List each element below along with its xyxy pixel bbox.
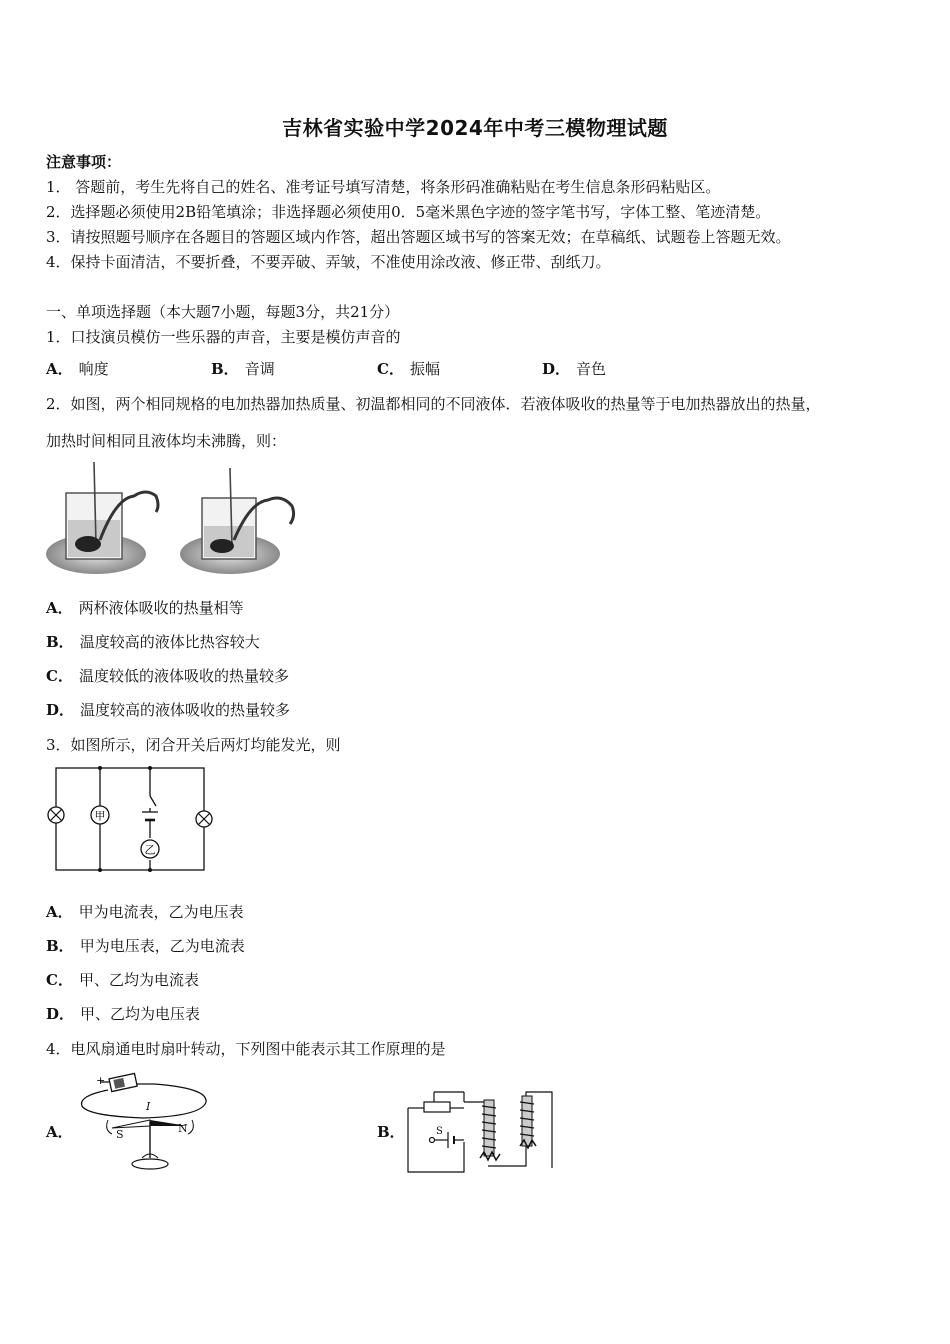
q2-option-b-text: 温度较高的液体比热容较大: [79, 633, 260, 651]
q2-stem-line1: 2．如图，两个相同规格的电加热器加热质量、初温都相同的不同液体．若液体吸收的热量等于电加热器放出的热量，: [46, 395, 821, 413]
q3-option-c[interactable]: [46, 970, 199, 990]
q1-option-a[interactable]: [46, 359, 109, 379]
q2-option-b[interactable]: [46, 632, 260, 652]
electromagnet-figure: [404, 1082, 560, 1174]
q1-option-c-label: C．: [377, 360, 404, 378]
q3-option-a-text: 甲为电流表，乙为电压表: [78, 903, 244, 921]
junction-dot: [98, 868, 102, 872]
q3-option-c-text: 甲、乙均为电流表: [78, 971, 199, 989]
q3-option-b-label: B．: [46, 937, 74, 955]
q2-option-a-label: A．: [46, 599, 73, 617]
q4-stem: 4．电风扇通电时扇叶转动，下列图中能表示其工作原理的是: [46, 1040, 446, 1058]
circuit-diagram: [44, 762, 216, 874]
q2-option-d-label: D．: [46, 701, 75, 719]
junction-dot: [148, 868, 152, 872]
notice-heading: 注意事项：: [46, 153, 122, 171]
q1-option-b[interactable]: [211, 359, 275, 379]
q1-option-d-label: D．: [542, 360, 571, 378]
q3-option-a[interactable]: [46, 902, 244, 922]
rotation-arrow: [107, 1120, 112, 1134]
q1-stem: 1．口技演员模仿一些乐器的声音，主要是模仿声音的: [46, 328, 401, 346]
meter-yi: [141, 840, 159, 858]
q1-option-b-label: B．: [211, 360, 239, 378]
q4-fig-b-label[interactable]: B．: [377, 1123, 405, 1141]
q3-option-d[interactable]: [46, 1004, 200, 1024]
rotation-arrow: [188, 1120, 193, 1134]
q1-option-d-text: 音色: [576, 360, 607, 378]
page-title: 吉林省实验中学2024年中考三模物理试题: [282, 116, 668, 140]
q2-option-c-label: C．: [46, 667, 73, 685]
notice-item-3: 3．请按照题号顺序在各题目的答题区域内作答，超出答题区域书写的答案无效；在草稿纸、试题卷上答题无效。: [46, 228, 791, 246]
north-pole-label: N: [178, 1122, 188, 1135]
q3-stem: 3．如图所示，闭合开关后两灯均能发光，则: [46, 736, 341, 754]
q1-option-c[interactable]: [377, 359, 440, 379]
q2-stem-line2: 加热时间相同且液体均未沸腾，则：: [46, 432, 287, 450]
beaker-left: [46, 462, 158, 574]
q2-option-d-text: 温度较高的液体吸收的热量较多: [80, 701, 291, 719]
meter-yi-label: 乙: [144, 843, 156, 857]
junction-dot: [148, 766, 152, 770]
oersted-figure: [74, 1070, 224, 1175]
q1-option-b-text: 音调: [244, 360, 275, 378]
q1-option-a-text: 响度: [78, 360, 109, 378]
switch-terminal: [430, 1138, 435, 1143]
q3-option-b[interactable]: [46, 936, 245, 956]
q2-option-d[interactable]: [46, 700, 290, 720]
q3-option-c-label: C．: [46, 971, 73, 989]
q1-option-a-label: A．: [46, 360, 73, 378]
q4-fig-a-label[interactable]: A．: [46, 1123, 73, 1141]
section-heading: 一、单项选择题（本大题7小题，每题3分，共21分）: [46, 303, 400, 321]
meter-jia-label: 甲: [94, 809, 106, 823]
lamp-left: [48, 807, 64, 823]
q3-option-d-label: D．: [46, 1005, 75, 1023]
current-label: I: [146, 1100, 151, 1113]
q2-option-b-label: B．: [46, 633, 74, 651]
q2-option-c-text: 温度较低的液体吸收的热量较多: [78, 667, 289, 685]
q1-option-d[interactable]: [542, 359, 606, 379]
battery-cell: [109, 1073, 137, 1091]
q3-option-b-text: 甲为电压表，乙为电流表: [79, 937, 245, 955]
battery-symbol: [142, 812, 158, 820]
coil-left: [480, 1100, 500, 1160]
q2-option-a-text: 两杯液体吸收的热量相等: [78, 599, 244, 617]
south-pole-label: S: [116, 1128, 124, 1141]
notice-item-1: 1． 答题前，考生先将自己的姓名、准考证号填写清楚，将条形码准确粘贴在考生信息条形码粘贴区。: [46, 178, 721, 196]
junction-dot: [98, 766, 102, 770]
q3-option-d-text: 甲、乙均为电压表: [80, 1005, 201, 1023]
plus-sign: +: [96, 1074, 106, 1087]
meter-jia: [91, 806, 109, 824]
heater-beakers-figure: [44, 458, 314, 588]
q3-option-a-label: A．: [46, 903, 73, 921]
notice-item-2: 2．选择题必须使用2B铅笔填涂；非选择题必须使用0．5毫米黑色字迹的签字笔书写，字体工整、笔迹清楚。: [46, 203, 771, 221]
q1-option-c-text: 振幅: [409, 360, 440, 378]
lamp-right: [196, 811, 212, 827]
switch-label: S: [436, 1126, 443, 1137]
beaker-right: [180, 468, 294, 574]
q2-option-c[interactable]: [46, 666, 289, 686]
coil-right: [520, 1096, 536, 1148]
q2-option-a[interactable]: [46, 598, 244, 618]
notice-item-4: 4．保持卡面清洁，不要折叠，不要弄破、弄皱，不准使用涂改液、修正带、刮纸刀。: [46, 253, 611, 271]
